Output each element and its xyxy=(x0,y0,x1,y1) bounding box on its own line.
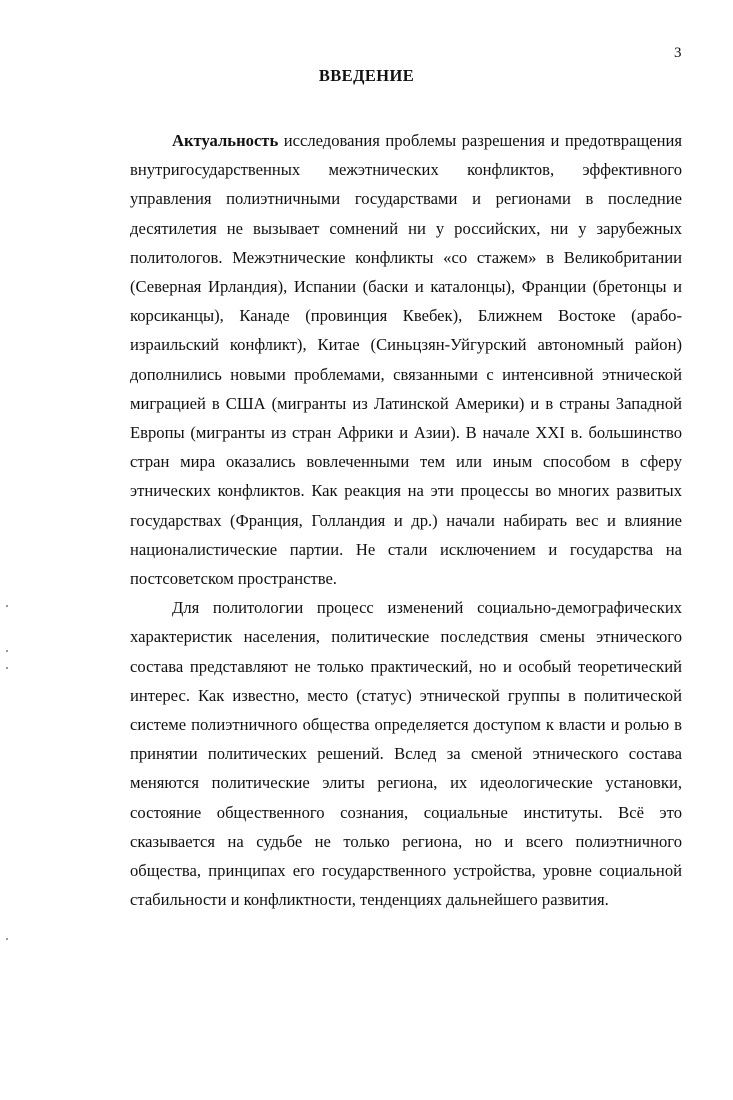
body-text xyxy=(130,126,682,914)
paragraph-text: исследования проблемы разрешения и предотвращения внутригосударственных межэтнических конфликтов, эффективного управления полиэтничными государствами и регионами в последние десятилетия не вызывает сомнений ни у российских, ни у зарубежных политологов. Межэтнические конфликты «со стажем» в Великобритании (Северная Ирландия), Испании (баски и каталонцы), Франции (бретонцы и корсиканцы), Канаде (провинция Квебек), Ближнем Востоке (арабо-израильский конфликт), Китае (Синьцзян-Уйгурский автономный район) дополнились новыми проблемами, связанными с интенсивной этнической миграцией в США (мигранты из Латинской Америки) и в страны Западной Европы (мигранты из стран Африки и Азии). В начале XXI в. большинство стран мира оказались вовлеченными тем или иным способом в сферу этнических конфликтов. Как реакция на эти процессы во многих развитых государствах (Франция, Голландия и др.) начали набирать вес и влияние националистические партии. Не стали исключением и государства на постсоветском пространстве. xyxy=(130,131,682,589)
page-number: 3 xyxy=(674,45,682,61)
scan-speck xyxy=(6,650,8,652)
scan-speck xyxy=(6,605,8,607)
paragraph-relevance xyxy=(130,126,682,593)
paragraph-text: Для политологии процесс изменений социально-демографических характеристик населения, политические последствия смены этнического состава представляют не только практический, но и особый теоретический интерес. Как известно, место (статус) этнической группы в политической системе полиэтничного общества определяется доступом к власти и ролью в принятии политических решений. Вслед за сменой этнического состава меняются политические элиты региона, их идеологические установки, состояние общественного сознания, социальные институты. Всё это сказывается на судьбе не только региона, но и всего полиэтничного общества, принципах его государственного устройства, уровне социальной стабильности и конфликтности, тенденциях дальнейшего развития. xyxy=(130,598,682,910)
scan-speck xyxy=(6,938,8,940)
paragraph-political-science xyxy=(130,593,682,914)
paragraph-lead-term: Актуальность xyxy=(172,131,279,150)
scan-speck xyxy=(6,667,8,669)
page-title: ВВЕДЕНИЕ xyxy=(318,66,415,85)
